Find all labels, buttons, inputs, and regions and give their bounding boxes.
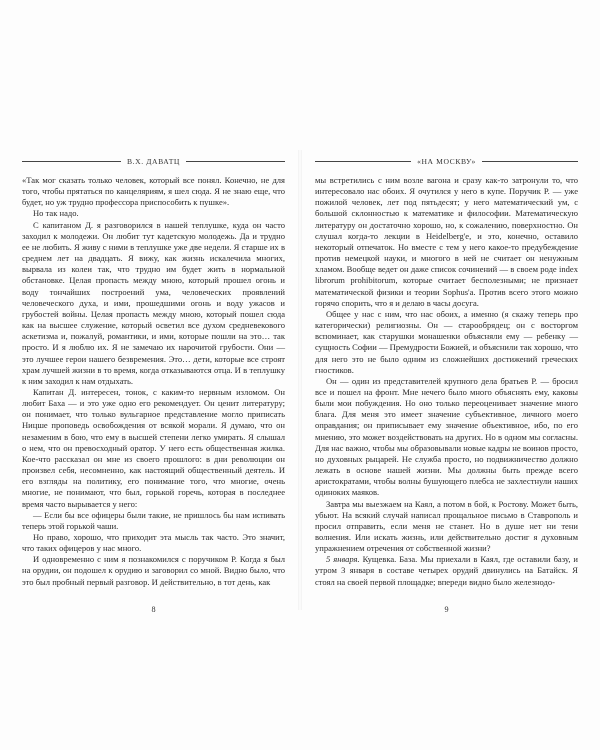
header-rule	[315, 161, 411, 162]
paragraph: Он — один из представителей крупного дела братьев Р. — бросил все и пошел на фронт. Мне нечего было много объяснять ему, каковы были мои побуждения. Но оно только переоценивает значение много блага. Для меня это имеет значение субъективное, личного моего оправдания; он приписывает ему значение объективное, ибо, по его мнению, это может воздействовать на других. Но в одном мы согласны. Для нас важно, чтобы мы образовывали новые кадры не воинов просто, но духовных рыцарей. Не служба просто, но подвижничество должно лежать в основе нашей жизни. Мы должны быть прежде всего аристократами, чтобы волны бушующего плебса не захлестнули наших одиноких маяков.	[315, 375, 578, 498]
paragraph: С капитаном Д. я разговорился в нашей теплушке, куда он часто заходил к молодежи. Он любит тут кадетскую молодежь. Да и трудно ее не любить. Я живу с ними в теплушке уже две недели. Я старше их в среднем лет на двадцать. Я вижу, как жизнь искалечила многих, вырвала из колеи так, что трудно им будет жить в нормальной обстановке. Целая пропасть между мною, который прошел огонь и воду тончайших построений ума, человеческих проявлений человеческого духа, и ими, прошедшими огонь и воду ужасов и грубостей войны. Целая пропасть между мною, который пошел сюда как на высшее служение, который осветил все духом средневекового аскетизма и, пожалуй, романтики, и ими, которые пошли на это… так просто. И я люблю их. Я не замечаю их нарочитой грубости. Они — это лучшее герои нашего безвремения. Это… дети, которые все строят храм лучшей жизни в то время, когда отказываются отца. И в теплушку к ним заходил к нам отдыхать.	[22, 219, 285, 386]
right-page	[301, 0, 600, 750]
left-page-number: 8	[151, 605, 156, 614]
right-running-head-title: «НА МОСКВУ»	[417, 156, 476, 166]
left-running-head	[22, 155, 285, 167]
right-page-text	[315, 175, 578, 588]
header-rule	[22, 161, 121, 162]
left-running-head-title: В.Х. ДАВАТЦ	[126, 156, 181, 166]
left-page	[0, 0, 299, 750]
right-page-number: 9	[444, 605, 449, 614]
paragraph: Но право, хорошо, что приходит эта мысль так часто. Это значит, что таких офицеров у нас много.	[22, 532, 285, 554]
paragraph: И одновременно с ним я познакомился с поручиком Р. Когда я был на орудии, он подошел к орудию и заговорил со мной. Видно было, что это был пробный первый разговор. И действительно, в тот день, как	[22, 554, 285, 587]
paragraph: Но так надо.	[33, 208, 79, 219]
paragraph: «Так мог сказать только человек, который все понял. Конечно, не для того, чтобы прятаться по канцеляриям, я шел сюда. Я не знаю еще, что будет, но уж трудно профессора приспособить к пушке».	[22, 175, 285, 208]
paragraph: — Если бы все офицеры были такие, не пришлось бы нам испивать теперь этой горькой чаши.	[22, 509, 285, 531]
right-running-head	[315, 155, 578, 167]
paragraph: Завтра мы выезжаем на Каял, а потом в бой, к Ростову. Может быть, убьют. На всякий случай написал прощальное письмо в Ставрополь и просил отправить, если меня не станет. Но в душе нет ни тени волнения. Или искать жизнь, или действительно достиг я духовным упражнением отречения от собственной жизни?	[315, 498, 578, 554]
header-rule	[482, 161, 578, 162]
paragraph: Общее у нас с ним, что нас обоих, а именно (я скажу теперь про категорически) религиозны. Он — старообрядец; он с восторгом вспоминает, как старушки монашенки объясняли ему — ребенку — сущность Софии — Премудрости Божией, и объяснили так хорошо, что для него это не было одним из сложнейших достижений греческих гностиков.	[315, 308, 578, 375]
paragraph: Капитан Д. интересен, тонок, с каким-то нервным изломом. Он любит Баха — и это уже одно его рекомендует. Он ценит литературу; он понимает, что только вульгарное представление могло приписать Ницше проповедь освобождения от всякой морали. Я думаю, что он незаменим в бою, что ему в высшей степени легко умирать. Я слышал о нем, что он превосходный оратор. У него есть общественная жилка. Кое-что рассказал он мне из своего прошлого: в дни революции он произвел себя, несомненно, как настоящий общественный деятель. И его взгляды на политику, его понимание того, что многие, очень многие, не понимают, что был, горькой горечь, которая в последнее время часто вырывается у него:	[22, 386, 285, 509]
header-rule	[186, 161, 285, 162]
left-page-text	[22, 175, 285, 588]
entry-text: Кущевка. База. Мы приехали в Каял, где оставили базу, и утром 3 января в составе четырех орудий двинулись на Батайск. Я стоял на своей первой площадке; впереди видно было железнодо-	[315, 554, 578, 587]
entry-date: 5 января.	[326, 554, 360, 565]
diary-entry	[315, 554, 578, 587]
paragraph: мы встретились с ним возле вагона и сразу как-то затронули то, что интересовало нас обоих. Я очутился у него в купе. Поручик Р. — уже пожилой человек, лет под пятьдесят; у него математический ум, с большой склонностью к математике и философии. Математическую литературу он достаточно хорошо, но, к сожалению, поверхностно. Он слушал когда-то лекции в Heidelberg'е, и это, конечно, оставило некоторый отпечаток. Но вместе с тем у него какое-то предубеждение против немецкой науки, и многого в ней не считает он ненужным хламом. Вообще ведет он даже список сочинений — в своем роде index librorum prohibitorum, которые считает бесполезными; не признает математической физики и теории Sophus'а. Против всего этого можно горячо спорить, что я и делаю в часы досуга.	[315, 175, 578, 308]
